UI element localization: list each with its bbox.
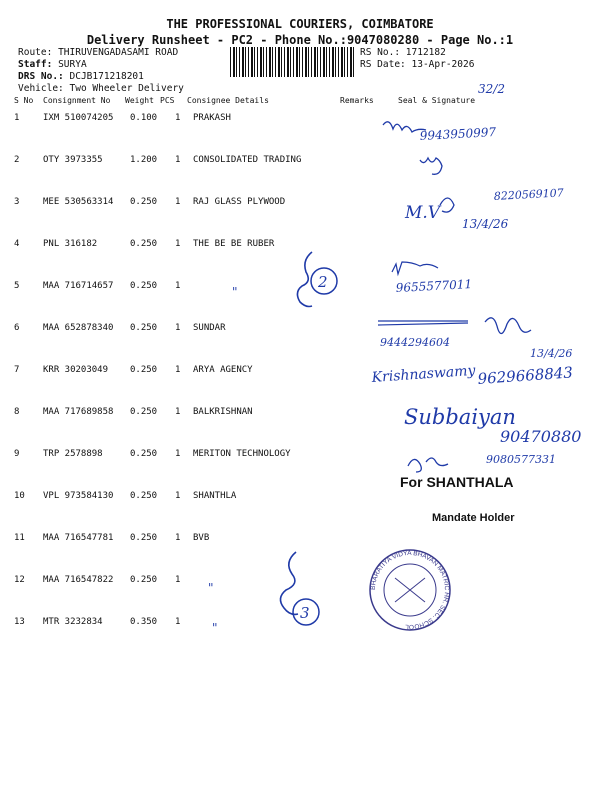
cell-consignment: MAA 716714657 — [43, 281, 114, 291]
cell-consignment: MAA 716547822 — [43, 575, 114, 585]
rs-no-label: RS No.: — [360, 47, 401, 58]
cell-pcs: 1 — [175, 365, 181, 375]
name-row7: Krishnaswamy — [371, 362, 476, 386]
cell-weight: 0.250 — [130, 575, 158, 585]
rs-date-label: RS Date: — [360, 59, 406, 70]
drs-label: DRS No.: — [18, 71, 64, 82]
staff-line — [18, 59, 87, 70]
cell-consignee: SUNDAR — [193, 323, 226, 333]
rs-date-value: 13-Apr-2026 — [411, 59, 475, 70]
date-row6: 13/4/26 — [530, 347, 573, 360]
staff-value: SURYA — [58, 59, 87, 70]
cell-pcs: 1 — [175, 449, 181, 459]
signature-row1 — [383, 122, 426, 132]
cell-consignment: VPL 973584130 — [43, 491, 114, 501]
cell-weight: 1.200 — [130, 155, 158, 165]
col-weight: Weight — [125, 96, 154, 105]
cell-consignee: BVB — [193, 533, 210, 543]
date-row3: 13/4/26 — [462, 217, 509, 231]
ditto-row12: " — [208, 581, 214, 595]
cell-consignee: SHANTHLA — [193, 491, 237, 501]
cell-consignee: PRAKASH — [193, 113, 231, 123]
name-row8: Subbaiyan — [404, 405, 516, 429]
cell-consignee: THE BE BE RUBER — [193, 239, 275, 249]
cell-pcs: 1 — [175, 323, 181, 333]
signature-row4 — [392, 262, 438, 274]
cell-consignee: RAJ GLASS PLYWOOD — [193, 197, 286, 207]
cell-sno: 13 — [14, 617, 25, 627]
cell-sno: 8 — [14, 407, 20, 417]
cell-consignment: IXM 510074205 — [43, 113, 114, 123]
cell-weight: 0.250 — [130, 197, 158, 207]
bracket-rows-4-5 — [297, 252, 312, 307]
cell-consignee: ARYA AGENCY — [193, 365, 253, 375]
phone-row6: 9444294604 — [380, 336, 450, 349]
cell-pcs: 1 — [175, 197, 181, 207]
cell-consignment: PNL 316182 — [43, 239, 98, 249]
rs-no-value: 1712182 — [405, 47, 446, 58]
phone-row5: 9655577011 — [395, 277, 473, 295]
route-value: THIRUVENGADASAMI ROAD — [58, 47, 179, 58]
cell-sno: 2 — [14, 155, 20, 165]
cell-weight: 0.250 — [130, 323, 158, 333]
cell-sno: 12 — [14, 575, 25, 585]
cell-pcs: 1 — [175, 617, 181, 627]
cell-sno: 5 — [14, 281, 20, 291]
cell-weight: 0.250 — [130, 365, 158, 375]
cell-consignment: MEE 530563314 — [43, 197, 114, 207]
phone-row3: 8220569107 — [493, 186, 565, 203]
route-label: Route: — [18, 47, 53, 58]
seal-text: BHARATIYA VIDYA BHAVAN MATRIC HR. SEC. SCHOOL — [369, 549, 451, 631]
cell-sno: 9 — [14, 449, 20, 459]
col-remarks: Remarks — [340, 96, 374, 105]
company-title: THE PROFESSIONAL COURIERS, COIMBATORE — [166, 17, 434, 31]
cell-pcs: 1 — [175, 575, 181, 585]
phone-row1: 9943950997 — [419, 125, 497, 143]
cell-sno: 6 — [14, 323, 20, 333]
col-pcs: PCS — [160, 96, 175, 105]
cell-sno: 1 — [14, 113, 20, 123]
signature-row3: M.V — [405, 203, 441, 223]
vehicle-line — [18, 83, 184, 94]
drs-line — [18, 71, 144, 82]
cell-consignment: MAA 716547781 — [43, 533, 114, 543]
cell-consignment: OTY 3973355 — [43, 155, 103, 165]
runsheet-subtitle: Delivery Runsheet - PC2 - Phone No.:9047080280 - Page No.:1 — [86, 33, 514, 47]
cell-sno: 10 — [14, 491, 25, 501]
count-circle-1 — [311, 268, 337, 294]
cell-sno: 4 — [14, 239, 20, 249]
cell-consignment: TRP 2578898 — [43, 449, 103, 459]
signature-row3-loop — [440, 198, 454, 212]
rs-date-line — [360, 59, 474, 70]
cell-weight: 0.250 — [130, 491, 158, 501]
cell-weight: 0.250 — [130, 449, 158, 459]
cell-consignment: MTR 3232834 — [43, 617, 103, 627]
cell-consignment: MAA 717689858 — [43, 407, 114, 417]
cell-consignee: BALKRISHNAN — [193, 407, 253, 417]
cell-sno: 7 — [14, 365, 20, 375]
vehicle-value: Two Wheeler Delivery — [69, 83, 184, 94]
signature-row2 — [420, 158, 442, 174]
cell-pcs: 1 — [175, 533, 181, 543]
cell-weight: 0.100 — [130, 113, 158, 123]
cell-consignment: MAA 652878340 — [43, 323, 114, 333]
cell-weight: 0.250 — [130, 407, 158, 417]
rs-no-line — [360, 47, 446, 58]
cell-pcs: 1 — [175, 407, 181, 417]
cell-weight: 0.250 — [130, 281, 158, 291]
count-2: 3 — [300, 604, 310, 622]
cell-pcs: 1 — [175, 491, 181, 501]
ditto-row5: " — [232, 285, 238, 299]
cell-pcs: 1 — [175, 281, 181, 291]
vehicle-label: Vehicle: — [18, 83, 64, 94]
phone-row7: 9629668843 — [477, 363, 574, 388]
cell-consignee: MERITON TECHNOLOGY — [193, 449, 291, 459]
staff-label: Staff: — [18, 59, 53, 70]
cell-sno: 11 — [14, 533, 25, 543]
school-seal — [370, 550, 450, 630]
cell-consignee: CONSOLIDATED TRADING — [193, 155, 302, 165]
ditto-row13: " — [212, 621, 218, 635]
cell-weight: 0.350 — [130, 617, 158, 627]
cell-sno: 3 — [14, 197, 20, 207]
count-1: 2 — [318, 273, 328, 291]
cell-weight: 0.250 — [130, 239, 158, 249]
bracket-rows-12-13 — [280, 552, 298, 614]
col-sno: S No — [14, 96, 34, 105]
cell-pcs: 1 — [175, 113, 181, 123]
signature-row6 — [485, 318, 531, 334]
stamp-role: Mandate Holder — [432, 512, 515, 524]
count-circle-2 — [293, 599, 319, 625]
cell-consignment: KRR 30203049 — [43, 365, 109, 375]
cell-weight: 0.250 — [130, 533, 158, 543]
route-line — [18, 47, 178, 58]
drs-value: DCJB171218201 — [69, 71, 144, 82]
cell-pcs: 1 — [175, 239, 181, 249]
phone-row9: 9080577331 — [486, 453, 556, 466]
barcode — [230, 47, 355, 77]
phone-row8: 90470880 — [500, 427, 582, 446]
strike-row6 — [378, 321, 468, 325]
stamp-company: For SHANTHALA — [400, 474, 514, 490]
signature-row9 — [408, 458, 448, 472]
col-consignment: Consignment No — [43, 96, 111, 105]
cell-pcs: 1 — [175, 155, 181, 165]
col-seal: Seal & Signature — [398, 96, 476, 105]
svg-text:BHARATIYA VIDYA BHAVAN MATRIC — [370, 550, 450, 630]
col-consignee: Consignee Details — [187, 96, 269, 105]
corner-note: 32/2 — [478, 82, 505, 96]
